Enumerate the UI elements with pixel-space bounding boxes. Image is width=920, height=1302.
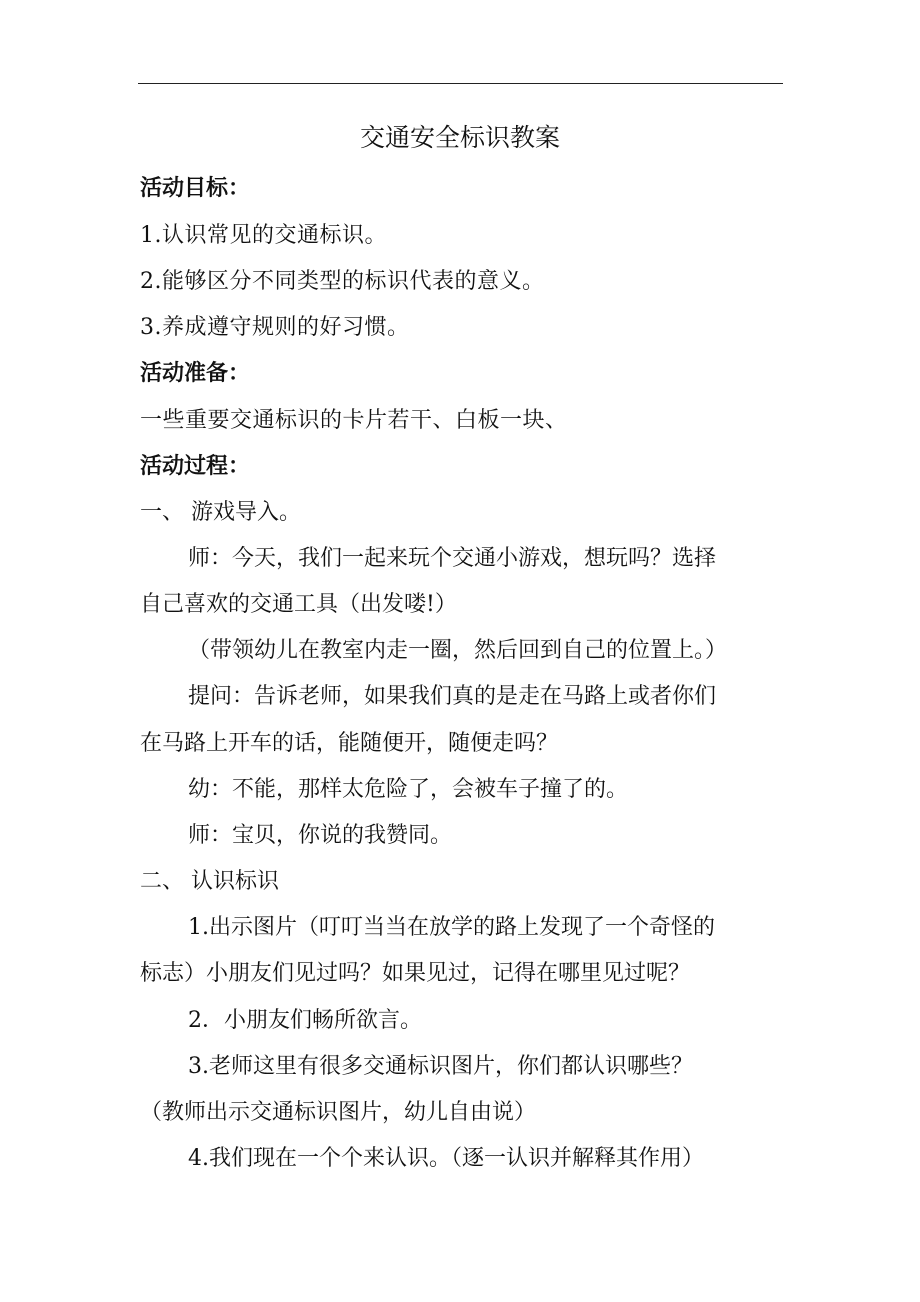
paragraph-line: 幼：不能，那样太危险了，会被车子撞了的。 [188,777,629,802]
header-rule [138,83,783,84]
prep-text: 一些重要交通标识的卡片若干、白板一块、 [140,408,568,433]
process-heading: 活动过程： [140,454,251,479]
paragraph-line: 师：宝贝，你说的我赞同。 [188,823,453,848]
paragraph-line: 1.出示图片（叮叮当当在放学的路上发现了一个奇怪的 [188,915,715,940]
paragraph-line: 4.我们现在一个个来认识。（逐一认识并解释其作用） [188,1146,704,1171]
paragraph-line: 在马路上开车的话，能随便开，随便走吗？ [140,731,559,756]
goal-item: 3.养成遵守规则的好习惯。 [140,315,410,340]
paragraph-line: 2．小朋友们畅所欲言。 [188,1008,422,1033]
document-title: 交通安全标识教案 [359,123,560,152]
paragraph-line: （教师出示交通标识图片，幼儿自由说） [140,1100,537,1125]
prep-heading: 活动准备： [140,361,251,386]
paragraph-line: 3.老师这里有很多交通标识图片，你们都认识哪些？ [188,1054,693,1079]
paragraph-line: 师：今天，我们一起来玩个交通小游戏，想玩吗？选择 [188,546,717,571]
section-title: 一、 游戏导入。 [140,500,301,525]
goal-item: 2.能够区分不同类型的标识代表的意义。 [140,269,545,294]
goal-item: 1.认识常见的交通标识。 [140,223,387,248]
paragraph-line: 自己喜欢的交通工具（出发喽!） [140,592,457,617]
paragraph-line: （带领幼儿在教室内走一圈，然后回到自己的位置上。） [188,638,728,663]
paragraph-line: 提问：告诉老师，如果我们真的是走在马路上或者你们 [188,684,717,709]
section-title: 二、 认识标识 [140,869,279,894]
goals-heading: 活动目标： [140,176,251,201]
paragraph-line: 标志）小朋友们见过吗？如果见过，记得在哪里见过呢？ [140,961,691,986]
